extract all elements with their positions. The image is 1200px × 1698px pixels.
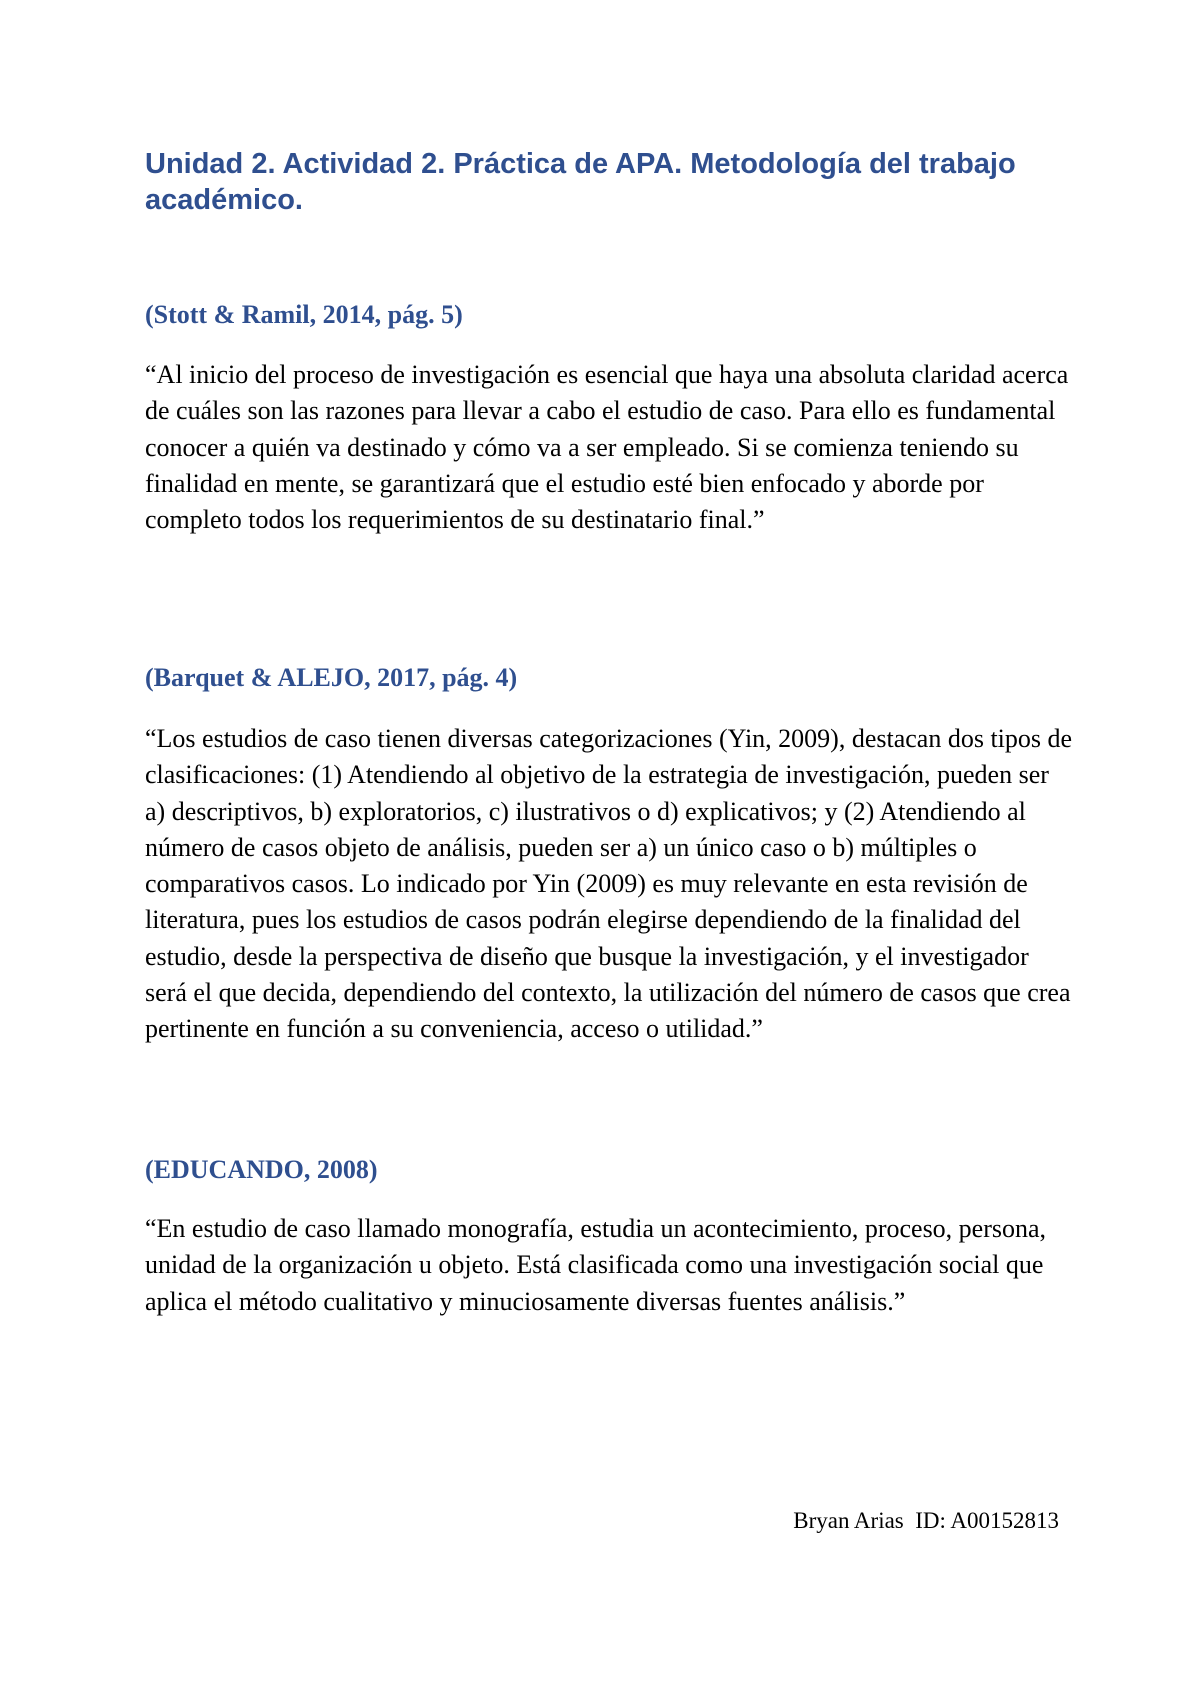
quote-paragraph: “En estudio de caso llamado monografía, estudia un acontecimiento, proceso, persona, unidad de la organización u objeto. Está clasificada como una investigación social que aplica el método cualitativo y minuciosamente diversas fuentes análisis.”: [145, 1214, 1047, 1316]
quote-paragraph: “Los estudios de caso tienen diversas categorizaciones (Yin, 2009), destacan dos tipos de clasificaciones: (1) Atendiendo al objetivo de la estrategia de investigación, pueden ser a) descriptivos, b) exploratorios, c) ilustrativos o d) explicativos; y (2) Atendiendo al número de casos objeto de análisis, pueden ser a) un único caso o b) múltiples o comparativos casos. Lo indicado por Yin (2009) es muy relevante en esta revisión de literatura, pues los estudios de casos podrán elegirse dependiendo de la finalidad del estudio, desde la perspectiva de diseño que busque la investigación, y el investigador será el que decida, dependiendo del contexto, la utilización del número de casos que crea pertinente en función a su conveniencia, acceso o utilidad.”: [145, 724, 1073, 1044]
author-id-line: Bryan Arias ID: A00152813: [793, 1508, 1059, 1533]
citation-heading: (Barquet & ALEJO, 2017, pág. 4): [145, 663, 518, 692]
document-title: Unidad 2. Actividad 2. Práctica de APA. Metodología del trabajo académico.: [145, 148, 1016, 216]
citation-heading: (Stott & Ramil, 2014, pág. 5): [145, 300, 463, 329]
citation-heading: (EDUCANDO, 2008): [145, 1155, 378, 1184]
quote-paragraph: “Al inicio del proceso de investigación es esencial que haya una absoluta claridad acerca de cuáles son las razones para llevar a cabo el estudio de caso. Para ello es fundamental conocer a quién va destinado y cómo va a ser empleado. Si se comienza teniendo su finalidad en mente, se garantizará que el estudio esté bien enfocado y aborde por completo todos los requerimientos de su destinatario final.”: [145, 360, 1069, 535]
